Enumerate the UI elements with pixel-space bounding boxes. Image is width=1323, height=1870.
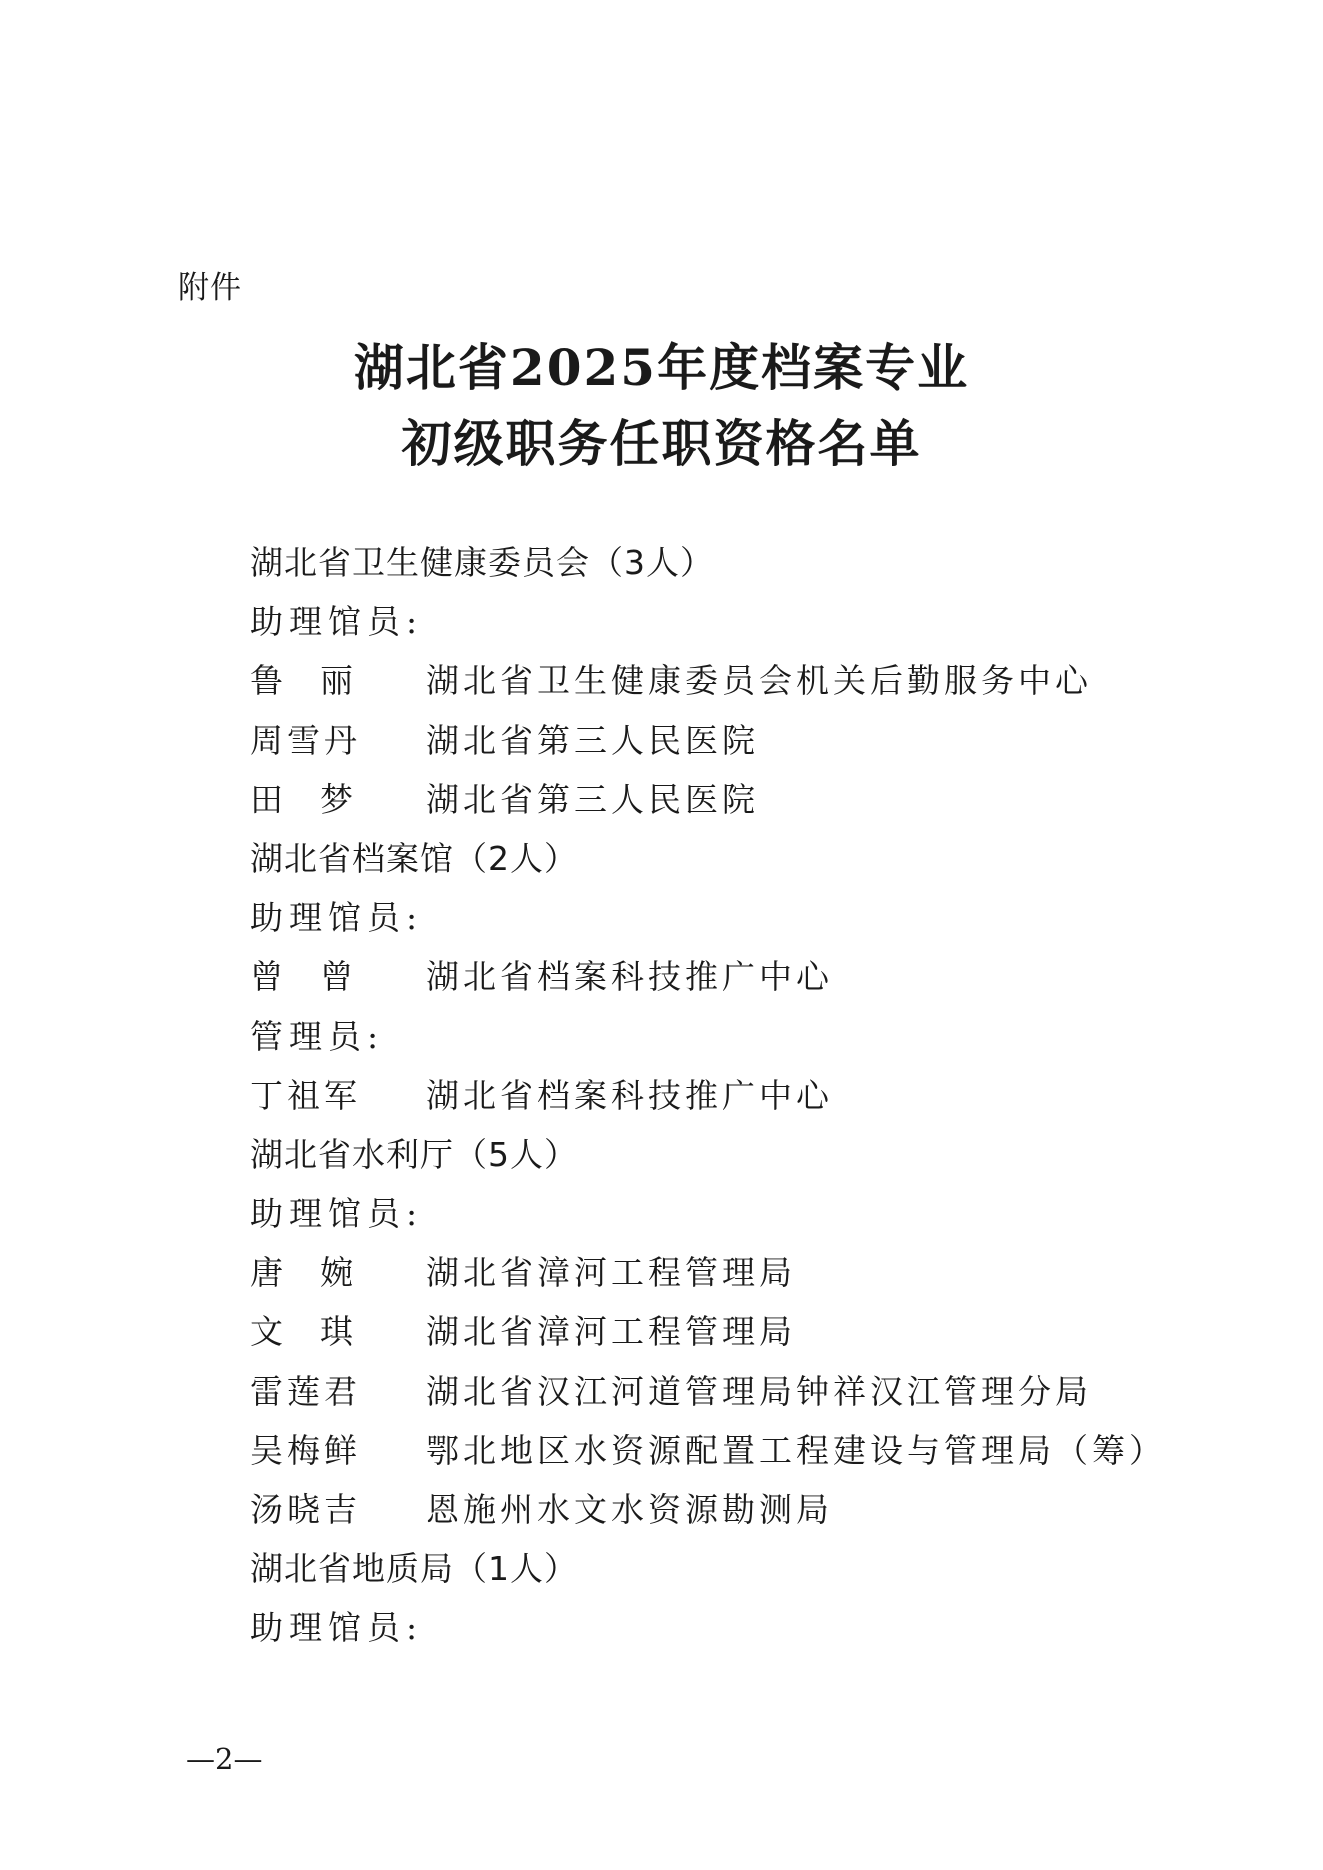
person-name: 鲁丽 [250,661,390,701]
role-label: 管理员: [250,1016,385,1056]
person-name: 周雪丹 [250,720,361,760]
person-unit: 湖北省档案科技推广中心 [426,1075,833,1115]
org-heading: 湖北省卫生健康委员会（3人） [250,543,714,582]
person-row [250,711,1260,770]
org-heading: 湖北省档案馆（2人） [250,838,578,878]
person-name: 唐婉 [250,1253,390,1293]
person-row [250,1421,1260,1480]
role-label: 助理馆员: [250,898,424,938]
person-unit: 湖北省第三人民医院 [426,720,759,760]
person-unit: 湖北省卫生健康委员会机关后勤服务中心 [426,661,1092,701]
person-row [250,1480,1260,1539]
person-row [250,1302,1260,1361]
person-unit: 湖北省档案科技推广中心 [426,957,833,997]
document-title-line-2: 初级职务任职资格名单 [401,414,922,473]
page-number: —2— [186,1742,263,1776]
person-unit: 恩施州水文水资源勘测局 [426,1490,833,1529]
role-label: 助理馆员: [250,602,424,642]
person-name: 雷莲君 [250,1371,361,1411]
person-unit: 湖北省漳河工程管理局 [426,1253,796,1293]
person-name: 文琪 [250,1312,390,1352]
document-title-line-1: 湖北省2025年度档案专业 [353,338,970,397]
person-unit: 鄂北地区水资源配置工程建设与管理局（筹） [426,1430,1166,1470]
person-row [250,651,1260,710]
person-name: 汤晓吉 [250,1490,361,1529]
person-name: 吴梅鲜 [250,1430,361,1470]
person-row [250,1066,1260,1125]
person-unit: 湖北省漳河工程管理局 [426,1312,796,1352]
person-row [250,1243,1260,1302]
org-heading: 湖北省水利厅（5人） [250,1134,578,1174]
org-heading: 湖北省地质局（1人） [250,1549,578,1589]
person-row [250,947,1260,1006]
role-label: 助理馆员: [250,1608,424,1648]
person-name: 曾曾 [250,957,390,997]
attachment-label: 附件 [178,270,242,306]
person-unit: 湖北省第三人民医院 [426,779,759,819]
qualification-list [250,533,1260,1658]
person-row [250,1362,1260,1421]
person-unit: 湖北省汉江河道管理局钟祥汉江管理分局 [426,1371,1092,1411]
person-name: 丁祖军 [250,1075,361,1115]
role-label: 助理馆员: [250,1194,424,1234]
person-row [250,770,1260,829]
person-name: 田梦 [250,779,390,819]
